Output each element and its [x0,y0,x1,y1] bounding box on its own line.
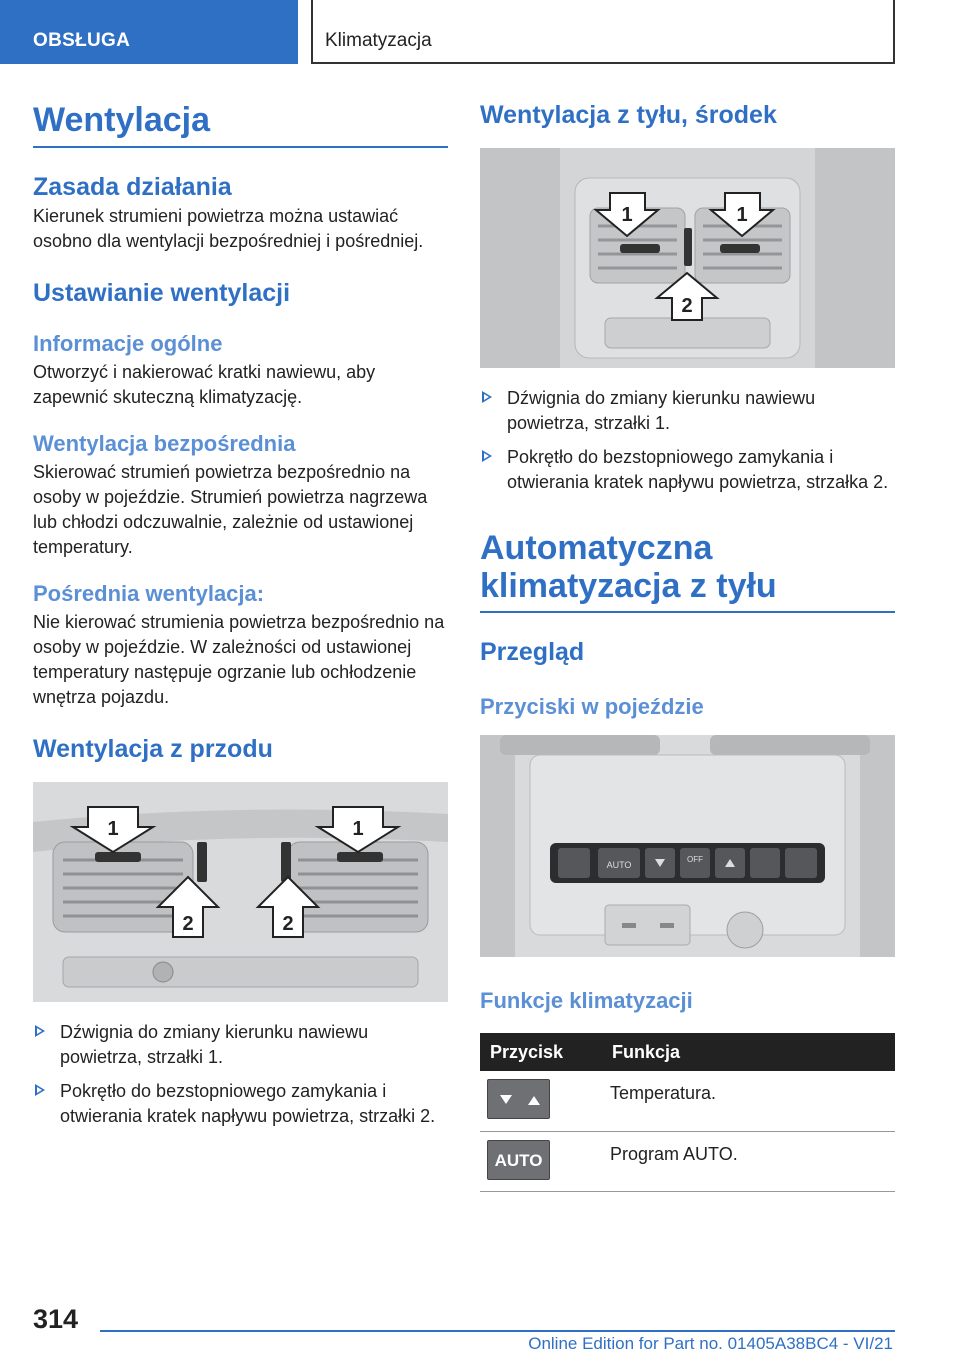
panel-auto-label: AUTO [606,860,632,870]
auto-button-label: AUTO [494,1150,543,1170]
bullet-text: Pokrętło do bezstopniowego zamykania i otwierania kratek napływu powietrza, strzałka 2. [507,447,889,492]
footer-rule [100,1330,895,1332]
triangle-bullet-icon [482,391,492,403]
chapter-label: Klimatyzacja [325,30,432,51]
heading-przeglad: Przegląd [480,638,585,666]
functions-table [480,1033,895,1192]
triangle-bullet-icon [482,450,492,462]
rear-label-2: 2 [681,295,693,317]
list-item [33,1020,448,1070]
rear-label-1a: 1 [621,204,633,226]
front-label-1a: 1 [107,818,119,840]
temperature-button-icon [487,1079,550,1119]
cell-button [480,1071,602,1131]
text-zasada: Kierunek strumieni powietrza można ustawiać osobno dla wentylacji bezpośredniej i pośredniej. [33,206,424,251]
heading-informacje: Informacje ogólne [33,331,223,356]
cell-button [480,1131,602,1191]
triangle-bullet-icon [35,1084,45,1096]
left-column [33,100,448,1129]
front-label-2b: 2 [282,913,294,935]
list-item [480,386,895,436]
section-label: OBSŁUGA [33,30,131,51]
heading-automatyczna: Automatyczna klimatyzacja z tyłu [480,529,895,613]
temperature-arrows-icon [488,1080,551,1120]
page-number: 314 [33,1304,79,1334]
front-label-1b: 1 [352,818,364,840]
edition-text: Online Edition for Part no. 01405A38BC4 - VI/21 [528,1334,893,1353]
heading-ustawianie: Ustawianie wentylacji [33,279,291,307]
bullet-text: Pokrętło do bezstopniowego zamykania i otwierania kratek napływu powietrza, strzałki 2. [60,1081,436,1126]
col-header-funkcja: Funkcja [602,1033,895,1071]
cell-function: Temperatura. [602,1071,895,1131]
bullet-text: Dźwignia do zmiany kierunku nawiewu powietrza, strzałki 1. [60,1022,369,1067]
front-bullet-list [33,1020,448,1129]
text-posrednia: Nie kierować strumienia powietrza bezpośrednio na osoby w pojeździe. W zależności od ustawionej temperatury następuje ogrzanie lub ochłodzenie wnętrza pojazdu. [33,612,445,707]
front-vents-illustration [33,782,448,1002]
front-vents-image [33,782,448,1002]
list-item [33,1079,448,1129]
text-informacje: Otworzyć i nakierować kratki nawiewu, aby zapewnić skuteczną klimatyzację. [33,362,376,407]
section-tab[interactable] [0,0,298,64]
heading-posrednia: Pośrednia wentylacja: [33,581,265,606]
cell-function: Program AUTO. [602,1131,895,1191]
page-title: Wentylacja [33,100,448,148]
table-row [480,1131,895,1191]
rear-label-1b: 1 [736,204,748,226]
right-column [480,100,895,1192]
heading-zasada: Zasada działania [33,173,232,201]
front-label-2a: 2 [182,913,194,935]
rear-panel-illustration [480,735,895,957]
heading-funkcje: Funkcje klimatyzacji [480,988,693,1013]
triangle-bullet-icon [35,1025,45,1037]
list-item [480,445,895,495]
bullet-text: Dźwignia do zmiany kierunku nawiewu powietrza, strzałki 1. [507,388,816,433]
chapter-box [311,0,895,64]
rear-bullet-list [480,386,895,495]
table-row [480,1071,895,1131]
rear-vents-image [480,148,895,368]
rear-vents-illustration [480,148,895,368]
panel-off-label: OFF [687,855,703,864]
text-bezposrednia: Skierować strumień powietrza bezpośrednio na osoby w pojeździe. Strumień powietrza nagrzewa lub chłodzi odczuwalnie, zależnie od ustawionej temperatury. [33,462,428,557]
table-header-row [480,1033,895,1071]
heading-przyciski: Przyciski w pojeździe [480,694,704,719]
col-header-przycisk: Przycisk [480,1033,602,1071]
rear-panel-image [480,735,895,957]
heading-bezposrednia: Wentylacja bezpośrednia [33,431,296,456]
heading-tyl-srodek: Wentylacja z tyłu, środek [480,101,777,129]
heading-przod: Wentylacja z przodu [33,735,273,763]
auto-button-icon [487,1140,550,1180]
